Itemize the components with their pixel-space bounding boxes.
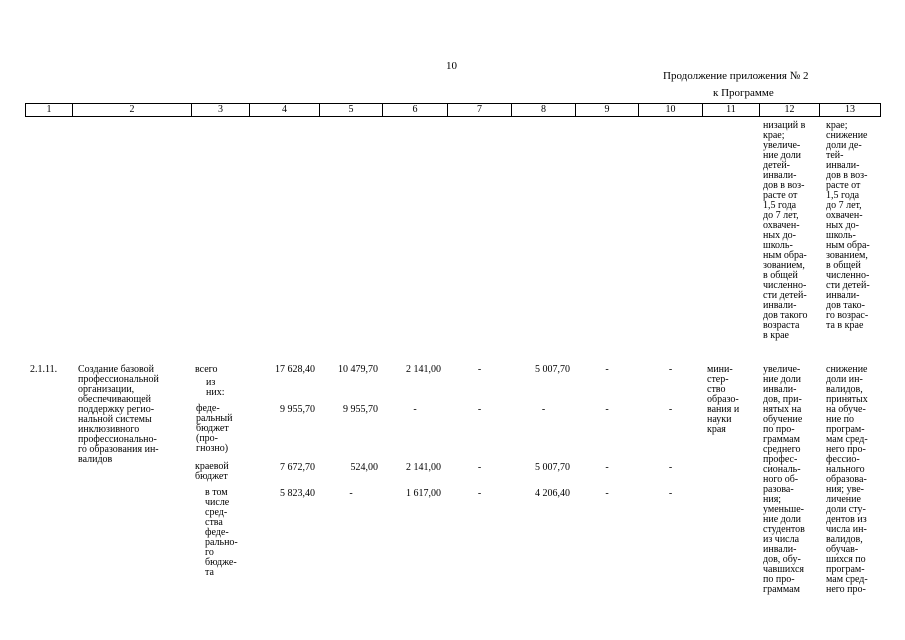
funding-source-regional: краевой бюджет — [195, 461, 229, 482]
federal-col8: - — [541, 404, 546, 415]
regional-col9: - — [605, 462, 609, 473]
row-indicator-13: снижение доли ин- валидов, принятых на обуче- ние по програм- мам сред- него про- фессио- нального образова- ния; уве- личение доли сту- дентов из числа ин- валидов, обучав- шихся по програм- мам сред- него про- — [826, 364, 868, 595]
header-col-3: 3 — [191, 103, 250, 117]
regional-col10: - — [668, 462, 673, 473]
federal-col4: 9 955,70 — [280, 404, 315, 415]
incl-federal-col8: 4 206,40 — [535, 488, 570, 499]
header-col-2: 2 — [72, 103, 192, 117]
incl-federal-col6: 1 617,00 — [406, 488, 441, 499]
header-col-11: 11 — [702, 103, 760, 117]
incl-federal-col5: - — [349, 488, 353, 499]
header-col-1: 1 — [25, 103, 73, 117]
header-col-13: 13 — [819, 103, 881, 117]
total-col10: - — [668, 364, 673, 375]
funding-source-total: всего — [195, 364, 218, 375]
incl-federal-col9: - — [605, 488, 609, 499]
total-col9: - — [605, 364, 609, 375]
incl-federal-col10: - — [668, 488, 673, 499]
row-executor: мини- стер- ство образо- вания и науки края — [707, 364, 740, 435]
header-col-4: 4 — [249, 103, 320, 117]
row-code: 2.1.11. — [30, 364, 58, 375]
funding-source-of-which: из них: — [206, 377, 225, 398]
federal-col7: - — [477, 404, 482, 415]
federal-col10: - — [668, 404, 673, 415]
header-col-7: 7 — [447, 103, 512, 117]
total-col4: 17 628,40 — [275, 364, 315, 375]
total-col7: - — [477, 364, 482, 375]
funding-source-federal: феде- ральный бюджет (про- гнозно) — [196, 403, 233, 454]
federal-col9: - — [605, 404, 609, 415]
header-col-8: 8 — [511, 103, 576, 117]
funding-source-incl-federal: в том числе сред- ства феде- рально- го бюдже- та — [205, 487, 238, 578]
header-col-5: 5 — [319, 103, 383, 117]
regional-col5: 524,00 — [350, 462, 378, 473]
carryover-indicator-12: низаций в крае; увеличе- ние доли детей- инвали- дов в воз- расте от 1,5 года до 7 лет, охвачен- ных до- школь- ным обра- зованием, в общей численно- сти детей- инвали- дов такого возраста в крае — [763, 120, 808, 341]
row-event-name: Создание базовой профессиональной организации, обеспечивающей поддержку регио- нальной системы инклюзивного профессионально- го образования ин- валидов — [78, 364, 159, 465]
header-col-9: 9 — [575, 103, 639, 117]
regional-col8: 5 007,70 — [535, 462, 570, 473]
header-col-12: 12 — [759, 103, 820, 117]
total-col8: 5 007,70 — [535, 364, 570, 375]
incl-federal-col7: - — [477, 488, 482, 499]
header-col-6: 6 — [382, 103, 448, 117]
federal-col5: 9 955,70 — [343, 404, 378, 415]
total-col5: 10 479,70 — [338, 364, 378, 375]
row-indicator-12: увеличе- ние доли инвали- дов, при- нятых на обучение по про- граммам среднего профес- сиональ- ного об- разова- ния; уменьше- ние доли студентов из числа инвали- дов, обу- чавшихся по про- граммам — [763, 364, 805, 595]
header-col-10: 10 — [638, 103, 703, 117]
incl-federal-col4: 5 823,40 — [280, 488, 315, 499]
appendix-continuation: Продолжение приложения № 2 — [663, 70, 809, 82]
page-number: 10 — [446, 60, 457, 72]
regional-col7: - — [477, 462, 482, 473]
regional-col6: 2 141,00 — [406, 462, 441, 473]
total-col6: 2 141,00 — [406, 364, 441, 375]
carryover-indicator-13: крае; снижение доли де- тей- инвали- дов в воз- расте от 1,5 года до 7 лет, охвачен- ных до- школь- ным обра- зованием, в общей численно- сти детей- инвали- дов тако- го возрас- та в крае — [826, 120, 870, 331]
regional-col4: 7 672,70 — [280, 462, 315, 473]
federal-col6: - — [413, 404, 417, 415]
program-reference: к Программе — [713, 87, 774, 99]
